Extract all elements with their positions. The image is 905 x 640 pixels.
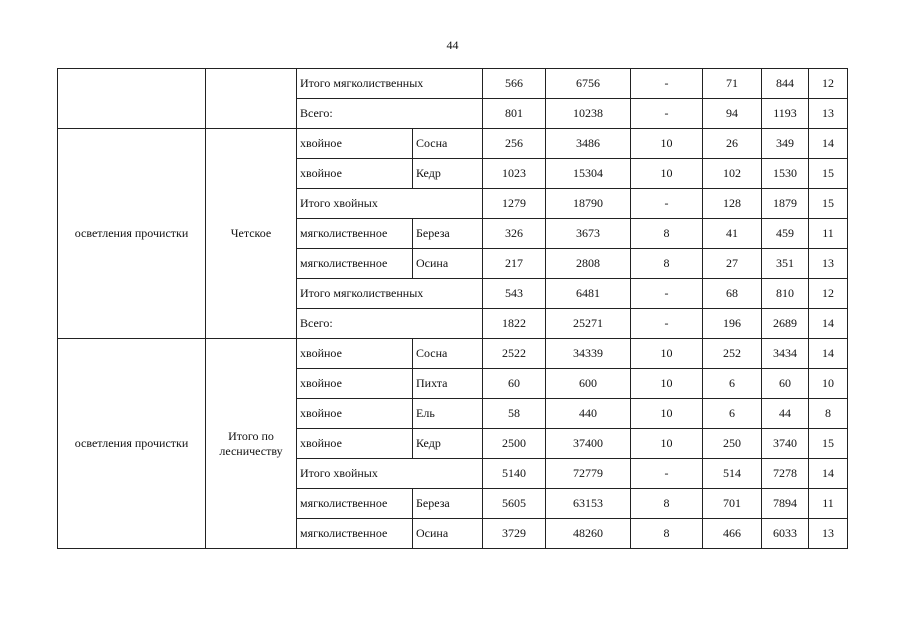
species-cell: Пихта [413,369,483,399]
cell-c3: - [631,309,703,339]
cell-c4: 68 [703,279,762,309]
cell-c5: 810 [762,279,809,309]
page-number: 44 [446,38,459,52]
table-body [58,69,848,549]
species-cell: Сосна [413,129,483,159]
cell-c1: 5140 [483,459,546,489]
species-group-cell: мягколиственное [297,489,413,519]
cell-c2: 63153 [546,489,631,519]
cell-c6: 11 [809,219,848,249]
cell-c6: 13 [809,99,848,129]
cell-c3: - [631,189,703,219]
species-group-cell: хвойное [297,159,413,189]
cell-c6: 15 [809,159,848,189]
cell-c1: 58 [483,399,546,429]
species-cell: Береза [413,489,483,519]
cell-c3: 10 [631,429,703,459]
cell-c5: 3434 [762,339,809,369]
cell-c1: 543 [483,279,546,309]
species-group-cell: мягколиственное [297,519,413,549]
row-label: Итого хвойных [297,459,483,489]
cell-c1: 326 [483,219,546,249]
cell-c1: 1023 [483,159,546,189]
cell-c1: 801 [483,99,546,129]
cell-c1: 60 [483,369,546,399]
cell-c4: 466 [703,519,762,549]
cell-c4: 102 [703,159,762,189]
cell-c5: 349 [762,129,809,159]
cell-c2: 2808 [546,249,631,279]
cell-c6: 12 [809,279,848,309]
row-label: Итого мягколиственных [297,279,483,309]
cell-c4: 71 [703,69,762,99]
cell-c5: 1193 [762,99,809,129]
species-group-cell: мягколиственное [297,249,413,279]
species-cell: Ель [413,399,483,429]
cell-c5: 2689 [762,309,809,339]
cell-c4: 701 [703,489,762,519]
row-label: Всего: [297,99,483,129]
cell-c2: 15304 [546,159,631,189]
cell-c6: 14 [809,129,848,159]
species-group-cell: хвойное [297,429,413,459]
cell-c4: 26 [703,129,762,159]
cell-c6: 8 [809,399,848,429]
cell-c1: 1279 [483,189,546,219]
cell-c2: 37400 [546,429,631,459]
cell-c1: 3729 [483,519,546,549]
species-cell: Осина [413,249,483,279]
cell-c1: 5605 [483,489,546,519]
species-cell: Кедр [413,159,483,189]
cell-c5: 351 [762,249,809,279]
row-label: Всего: [297,309,483,339]
species-group-cell: хвойное [297,129,413,159]
cell-c5: 60 [762,369,809,399]
cell-c2: 10238 [546,99,631,129]
cell-c2: 72779 [546,459,631,489]
species-cell: Кедр [413,429,483,459]
cell-c4: 27 [703,249,762,279]
cell-c5: 844 [762,69,809,99]
species-group-cell: хвойное [297,399,413,429]
cell-c2: 6756 [546,69,631,99]
cell-c3: 10 [631,129,703,159]
row-label: Итого хвойных [297,189,483,219]
cell-c1: 217 [483,249,546,279]
cell-c3: - [631,99,703,129]
species-cell: Береза [413,219,483,249]
district-cell-empty [206,69,297,129]
table-row [58,69,848,99]
cell-c4: 6 [703,369,762,399]
cell-c5: 7278 [762,459,809,489]
species-group-cell: мягколиственное [297,219,413,249]
cell-c2: 600 [546,369,631,399]
cell-c2: 34339 [546,339,631,369]
cell-c2: 440 [546,399,631,429]
cell-c2: 6481 [546,279,631,309]
district-cell: Четское [206,129,297,339]
cell-c1: 2522 [483,339,546,369]
cell-c3: - [631,279,703,309]
cell-c6: 12 [809,69,848,99]
cell-c4: 514 [703,459,762,489]
cell-c3: - [631,459,703,489]
cell-c2: 3673 [546,219,631,249]
cell-c5: 6033 [762,519,809,549]
cell-c3: 8 [631,219,703,249]
cell-c3: 8 [631,249,703,279]
cell-c5: 44 [762,399,809,429]
cell-c1: 1822 [483,309,546,339]
cell-c1: 566 [483,69,546,99]
cell-c6: 13 [809,519,848,549]
forestry-table [57,68,848,549]
cell-c4: 250 [703,429,762,459]
cell-c6: 11 [809,489,848,519]
cell-c3: 10 [631,399,703,429]
species-group-cell: хвойное [297,339,413,369]
cell-c6: 14 [809,309,848,339]
cell-c6: 14 [809,459,848,489]
cell-c1: 256 [483,129,546,159]
cell-c4: 196 [703,309,762,339]
cell-c4: 6 [703,399,762,429]
cell-c3: 8 [631,489,703,519]
cell-c6: 15 [809,189,848,219]
cell-c6: 14 [809,339,848,369]
cell-c4: 41 [703,219,762,249]
activity-cell: осветления прочистки [58,339,206,549]
district-cell: Итого по лесничеству [206,339,297,549]
cell-c4: 252 [703,339,762,369]
cell-c6: 13 [809,249,848,279]
cell-c5: 1879 [762,189,809,219]
activity-cell-empty [58,69,206,129]
cell-c3: 8 [631,519,703,549]
cell-c1: 2500 [483,429,546,459]
species-cell: Осина [413,519,483,549]
species-cell: Сосна [413,339,483,369]
cell-c5: 459 [762,219,809,249]
cell-c6: 15 [809,429,848,459]
table-row [58,339,848,369]
cell-c2: 3486 [546,129,631,159]
row-label: Итого мягколиственных [297,69,483,99]
cell-c4: 128 [703,189,762,219]
cell-c2: 48260 [546,519,631,549]
cell-c3: - [631,69,703,99]
cell-c2: 18790 [546,189,631,219]
cell-c3: 10 [631,339,703,369]
cell-c3: 10 [631,159,703,189]
cell-c5: 7894 [762,489,809,519]
cell-c5: 1530 [762,159,809,189]
species-group-cell: хвойное [297,369,413,399]
activity-cell: осветления прочистки [58,129,206,339]
cell-c4: 94 [703,99,762,129]
cell-c5: 3740 [762,429,809,459]
cell-c3: 10 [631,369,703,399]
cell-c2: 25271 [546,309,631,339]
table-row [58,129,848,159]
cell-c6: 10 [809,369,848,399]
